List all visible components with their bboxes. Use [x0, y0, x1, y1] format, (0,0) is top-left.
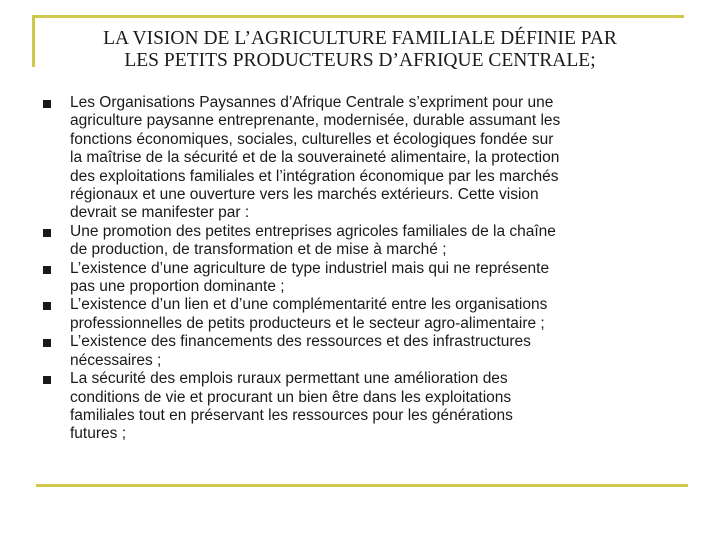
bullet-text-line: L’existence d’une agriculture de type industriel mais qui ne représente	[70, 259, 550, 277]
bullet-text-line: professionnelles de petits producteurs et le secteur agro-alimentaire ;	[70, 314, 545, 332]
bullet-text-line: de production, de transformation et de mise à marché ;	[70, 241, 447, 259]
bullet-text-line: Une promotion des petites entreprises agricoles familiales de la chaîne	[70, 222, 556, 240]
bullet-item	[40, 333, 680, 370]
bullet-text-line: futures ;	[70, 425, 126, 443]
frame-top-border	[32, 15, 684, 18]
bullet-text-line: devrait se manifester par :	[70, 204, 250, 222]
square-bullet-icon	[43, 100, 51, 108]
bullet-item	[40, 296, 680, 333]
bullet-text-line: fonctions économiques, sociales, culturelles et écologiques fondée sur	[70, 130, 554, 148]
bullet-text-line: conditions de vie et procurant un bien être dans les exploitations	[70, 388, 512, 406]
square-bullet-icon	[43, 302, 51, 310]
square-bullet-icon	[43, 229, 51, 237]
square-bullet-icon	[43, 376, 51, 384]
bullet-text-line: La sécurité des emplois ruraux permettant une amélioration des	[70, 370, 508, 388]
bullet-list	[40, 94, 680, 444]
bullet-text-line: Les Organisations Paysannes d’Afrique Centrale s’expriment pour une	[70, 94, 554, 111]
bullet-text-line: régionaux et une ouverture vers les marchés extérieurs. Cette vision	[70, 186, 539, 204]
slide-title-line: LA VISION DE L’AGRICULTURE FAMILIALE DÉFINIE PAR	[103, 28, 617, 49]
bottom-rule	[36, 484, 688, 487]
bullet-item	[40, 94, 680, 223]
bullet-item	[40, 223, 680, 260]
bullet-text-line: pas une proportion dominante ;	[70, 278, 285, 296]
bullet-text-line: L’existence d’un lien et d’une complémentarité entre les organisations	[70, 296, 548, 314]
bullet-item	[40, 370, 680, 444]
bullet-text-line: la maîtrise de la sécurité et de la souveraineté alimentaire, la protection	[70, 149, 560, 167]
bullet-text-line: des exploitations familiales et l’intégration économique par les marchés	[70, 167, 559, 185]
bullet-text-line: nécessaires ;	[70, 351, 162, 369]
bullet-text-line: L’existence des financements des ressources et des infrastructures	[70, 333, 531, 351]
square-bullet-icon	[43, 339, 51, 347]
bullet-text-line: familiales tout en préservant les ressources pour les générations	[70, 406, 513, 424]
slide-title	[40, 28, 680, 72]
bullet-text-line: agriculture paysanne entreprenante, modernisée, durable assumant les	[70, 112, 561, 130]
square-bullet-icon	[43, 266, 51, 274]
frame-left-border	[32, 15, 35, 67]
bullet-item	[40, 260, 680, 297]
slide-title-line: LES PETITS PRODUCTEURS D’AFRIQUE CENTRALE;	[124, 50, 596, 71]
